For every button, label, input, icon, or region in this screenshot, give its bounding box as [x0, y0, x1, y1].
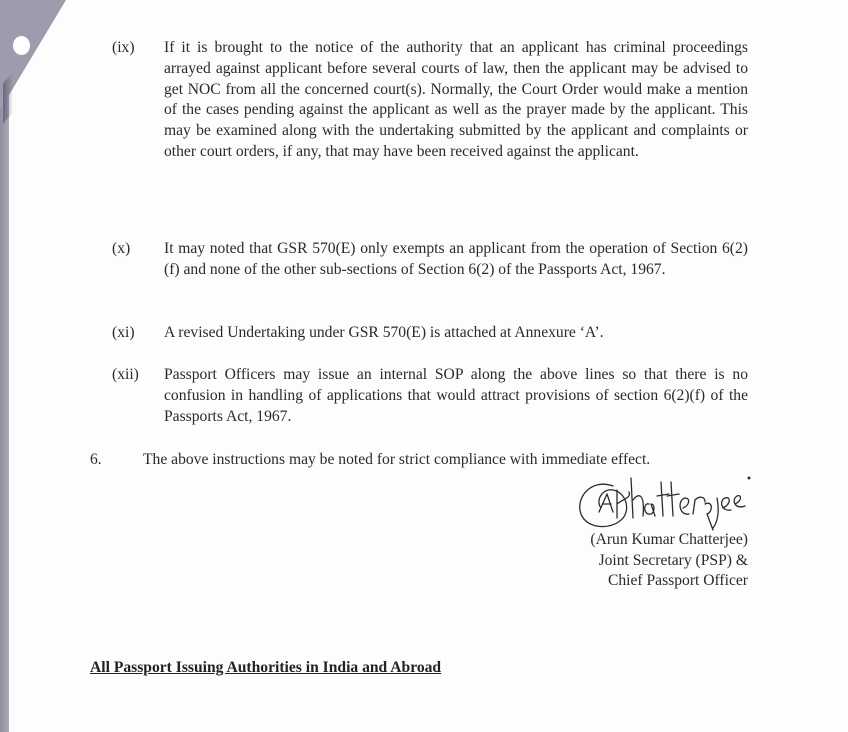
signatory-designation: Joint Secretary (PSP) &: [598, 551, 748, 569]
item-text: A revised Undertaking under GSR 570(E) is attached at Annexure ‘A’.: [164, 324, 604, 341]
item-number: (x): [112, 240, 131, 257]
handwritten-signature: [573, 468, 753, 538]
item-text: It may noted that GSR 570(E) only exempts an applicant from the operation of Section 6(2)(f) and none of the other sub-sections of Section 6(2) of the Passports Act, 1967.: [164, 240, 748, 278]
corner-shadow: [3, 72, 13, 123]
paragraph-text: The above instructions may be noted for strict compliance with immediate effect.: [143, 451, 651, 468]
item-number: (xi): [112, 324, 135, 341]
item-text: If it is brought to the notice of the authority that an applicant has criminal proceedings arrayed against applicant before several courts of law, then the applicant may be advised to get NOC from all the concerned court(s). Normally, the Court Order would make a mention of the cases pending against the applicant as well as the prayer made by the applicant. This may be examined along with the undertaking submitted by the applicant and complaints or other court orders, if any, that may have been received against the applicant.: [164, 39, 748, 160]
item-number: (xii): [112, 366, 139, 383]
signature-loop: [580, 484, 627, 526]
item-text: Passport Officers may issue an internal SOP along the above lines so that there is no confusion in handling of applications that would attract provisions of section 6(2)(f) of the Passports Act, 1967.: [164, 366, 748, 425]
paragraph-number: 6.: [90, 451, 102, 468]
signatory-name: (Arun Kumar Chatterjee): [590, 531, 748, 548]
recipient-line: All Passport Issuing Authorities in India and Abroad: [90, 659, 442, 676]
signatory-designation-2: Chief Passport Officer: [607, 572, 748, 590]
signature-ak: [599, 490, 629, 518]
punch-hole: [13, 36, 30, 55]
signature-block: [590, 530, 748, 592]
signature-hatterjee: [631, 478, 745, 530]
item-number: (ix): [112, 39, 135, 56]
